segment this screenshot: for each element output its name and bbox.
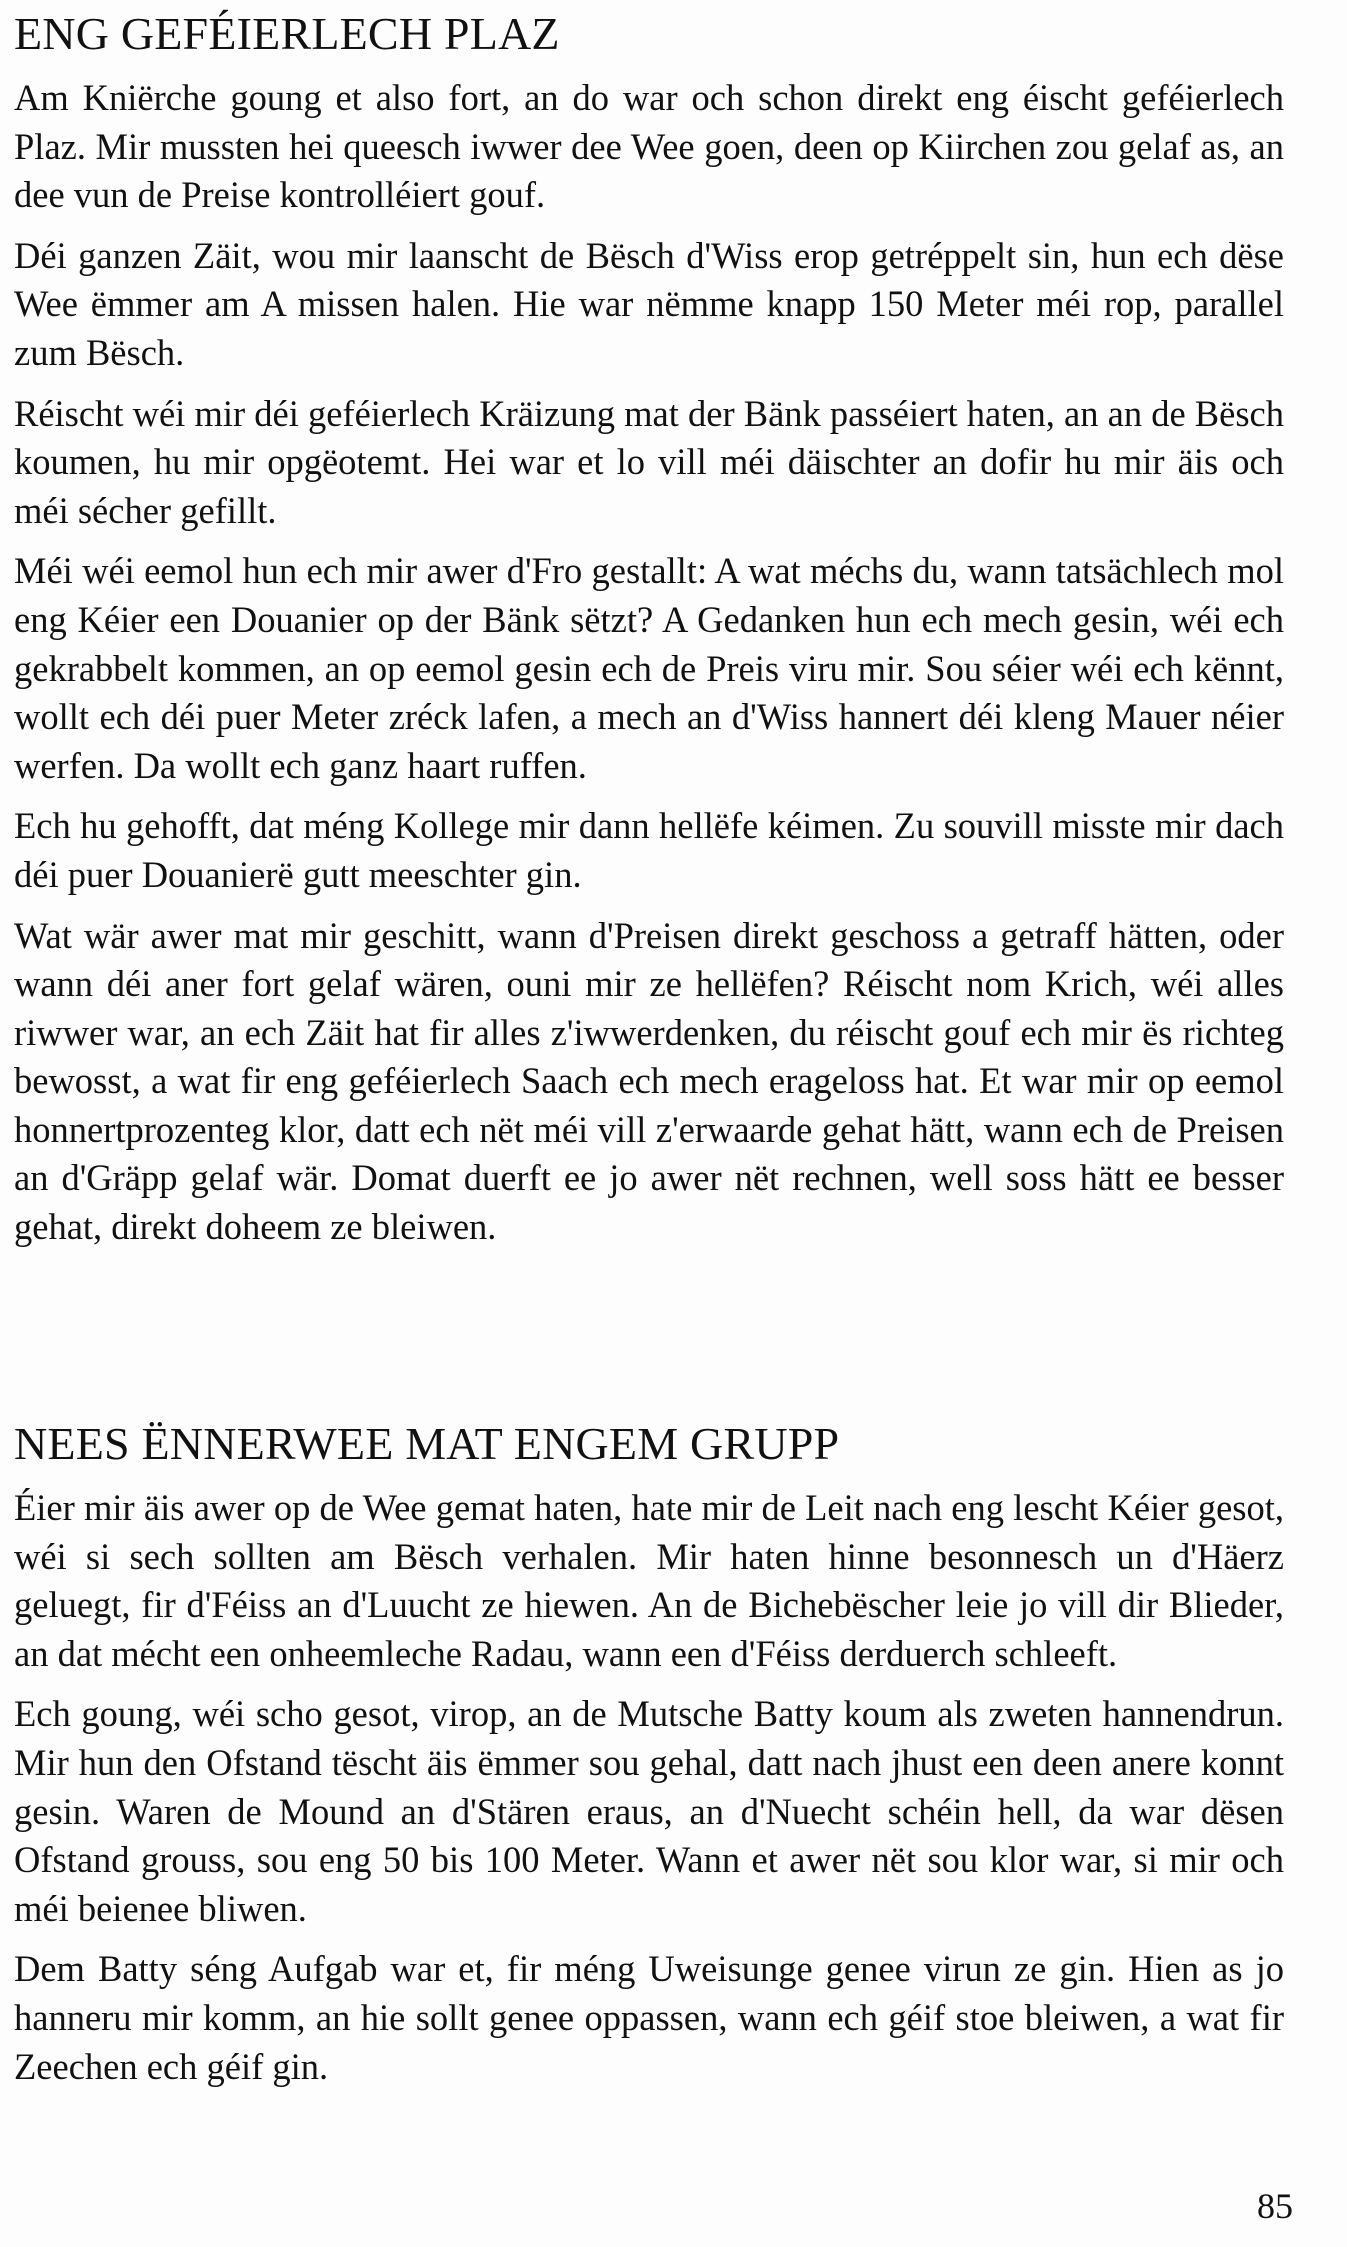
- section-nees-ennerwee: [14, 1418, 1284, 2103]
- paragraph: Ech goung, wéi scho gesot, virop, an de Mutsche Batty koum als zweten hannendrun. Mir hun den Ofstand tëscht äis ëmmer sou gehal, datt nach jhust een deen anere konnt gesin. Waren de Mound an d'Stären eraus, an d'Nuecht schéin hell, da war dësen Ofstand grouss, sou eng 50 bis 100 Meter. Wann et awer nët sou klor war, si mir och méi beienee bliwen.: [14, 1693, 1284, 1929]
- paragraph: Déi ganzen Zäit, wou mir laanscht de Bësch d'Wiss erop getréppelt sin, hun ech dëse Wee ëmmer am A missen halen. Hie war nëmme knapp 150 Meter méi rop, parallel zum Bësch.: [14, 234, 1284, 373]
- paragraph: Dem Batty séng Aufgab war et, fir méng Uweisunge genee virun ze gin. Hien as jo hanneru mir komm, an hie sollt genee oppassen, wann ech géif stoe bleiwen, a wat fir Zeechen ech géif gin.: [14, 1948, 1284, 2087]
- paragraph: Éier mir äis awer op de Wee gemat haten, hate mir de Leit nach eng lescht Kéier gesot, wéi si sech sollten am Bësch verhalen. Mir haten hinne besonnesch un d'Häerz geluegt, fir d'Féiss an d'Luucht ze hiewen. An de Bichebëscher leie jo vill dir Blieder, an dat mécht een onheemleche Radau, wann een d'Féiss derduerch schleeft.: [14, 1487, 1284, 1674]
- section-heading: NEES ËNNERWEE MAT ENGEM GRUPP: [14, 1418, 840, 1469]
- paragraph: Ech hu gehofft, dat méng Kollege mir dann hellëfe kéimen. Zu souvill misste mir dach déi puer Douanierë gutt meeschter gin.: [14, 805, 1284, 895]
- paragraph: Réischt wéi mir déi geféierlech Kräizung mat der Bänk passéiert haten, an an de Bësch koumen, hu mir opgëotemt. Hei war et lo vill méi däischter an dofir hu mir äis och méi sécher gefillt.: [14, 392, 1284, 531]
- page-number: 85: [1257, 2186, 1293, 2226]
- section-heading: ENG GEFÉIERLECH PLAZ: [14, 8, 560, 59]
- paragraph: Méi wéi eemol hun ech mir awer d'Fro gestallt: A wat méchs du, wann tatsächlech mol eng Kéier een Douanier op der Bänk sëtzt? A Gedanken hun ech mech gesin, wéi ech gekrabbelt kommen, an op eemol gesin ech de Preis viru mir. Sou séier wéi ech kënnt, wollt ech déi puer Meter zréck lafen, a mech an d'Wiss hannert déi kleng Mauer néier werfen. Da wollt ech ganz haart ruffen.: [14, 550, 1284, 786]
- section-eng-geferlech-plaz: [14, 8, 1284, 1264]
- paragraph: Wat wär awer mat mir geschitt, wann d'Preisen direkt geschoss a getraff hätten, oder wann déi aner fort gelaf wären, ouni mir ze hellëfen? Réischt nom Krich, wéi alles riwwer war, an ech Zäit hat fir alles z'iwwerdenken, du réischt gouf ech mir ës richteg bewosst, a wat fir eng geféierlech Saach ech mech erageloss hat. Et war mir op eemol honnertprozenteg klor, datt ech nët méi vill z'erwaarde gehat hätt, wann ech de Preisen an d'Gräpp gelaf wär. Domat duerft ee jo awer nët rechnen, well soss hätt ee besser gehat, direkt doheem ze bleiwen.: [14, 914, 1284, 1248]
- paragraph: Am Kniërche goung et also fort, an do war och schon direkt eng éischt geféierlech Plaz. Mir mussten hei queesch iwwer dee Wee goen, deen op Kiirchen zou gelaf as, an dee vun de Preise kontrolléiert gouf.: [14, 77, 1284, 216]
